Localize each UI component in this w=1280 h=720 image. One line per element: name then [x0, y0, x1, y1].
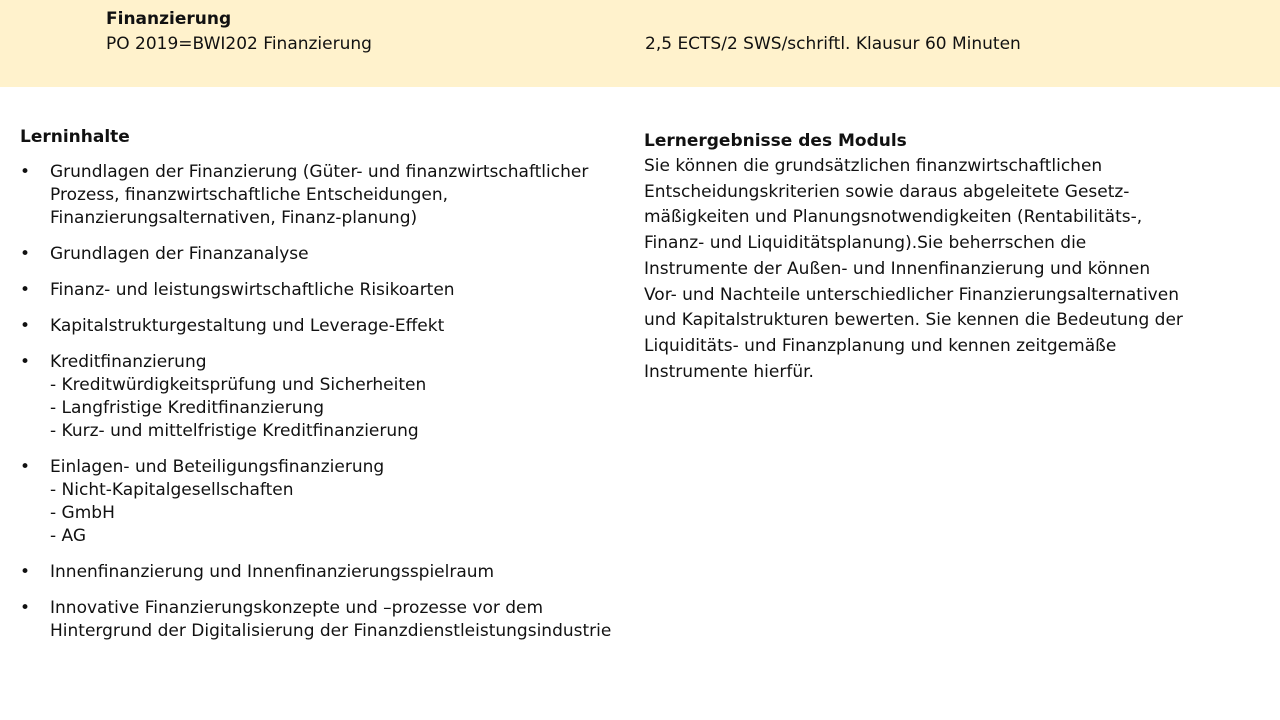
- learning-outcomes-heading: Lernergebnisse des Moduls: [644, 131, 907, 151]
- bullet-icon: •: [20, 598, 31, 618]
- bullet-icon: •: [20, 316, 31, 336]
- list-item: [20, 161, 620, 230]
- list-item: [20, 243, 620, 266]
- module-title: Finanzierung: [106, 9, 232, 29]
- learning-content-heading: Lerninhalte: [20, 127, 130, 147]
- learning-content-list: [20, 161, 620, 643]
- bullet-icon: •: [20, 352, 31, 372]
- module-code: PO 2019=BWI202 Finanzierung: [106, 34, 372, 54]
- list-item: [20, 351, 620, 443]
- header-banner: [0, 0, 1280, 87]
- list-item-text: Finanz- und leistungswirtschaftliche Risikoarten: [50, 280, 455, 300]
- list-item-text: Grundlagen der Finanzanalyse: [50, 244, 309, 264]
- list-item-text: Innovative Finanzierungskonzepte und –prozesse vor dem Hintergrund der Digitalisierung der Finanzdienstleistungsindustrie: [50, 598, 612, 641]
- bullet-icon: •: [20, 162, 31, 182]
- bullet-icon: •: [20, 562, 31, 582]
- list-item-text: Kapitalstrukturgestaltung und Leverage-Effekt: [50, 316, 445, 336]
- list-item: [20, 315, 620, 338]
- bullet-icon: •: [20, 244, 31, 264]
- list-item: [20, 561, 620, 584]
- learning-outcomes-text: Sie können die grundsätzlichen finanzwirtschaftlichen Entscheidungskriterien sowie daraus abgeleitete Gesetz- mäßigkeiten und Planungsnotwendigkeiten (Rentabilitäts-, Finanz- und Liquiditätsplanung).Sie beherrschen die Instrumente der Außen- und Innenfinanzierung und können Vor- und Nachteile unterschiedlicher Finanzierungsalternativen und Kapitalstrukturen bewerten. Sie kennen die Bedeutung der Liquiditäts- und Finanzplanung und kennen zeitgemäße Instrumente hierfür.: [644, 156, 1183, 382]
- list-item-text: Grundlagen der Finanzierung (Güter- und finanzwirtschaftlicher Prozess, finanzwirtschaftliche Entscheidungen, Finanzierungsalternativen, Finanz-planung): [50, 162, 589, 228]
- module-credits: 2,5 ECTS/2 SWS/schriftl. Klausur 60 Minuten: [645, 34, 1021, 54]
- list-item-text: Kreditfinanzierung - Kreditwürdigkeitsprüfung und Sicherheiten - Langfristige Kreditfinanzierung - Kurz- und mittelfristige Kreditfinanzierung: [50, 352, 427, 441]
- list-item: [20, 597, 620, 643]
- list-item: [20, 456, 620, 548]
- learning-content-section: [20, 126, 620, 656]
- learning-outcomes-section: [644, 129, 1204, 385]
- list-item: [20, 279, 620, 302]
- bullet-icon: •: [20, 280, 31, 300]
- bullet-icon: •: [20, 457, 31, 477]
- list-item-text: Innenfinanzierung und Innenfinanzierungsspielraum: [50, 562, 495, 582]
- list-item-text: Einlagen- und Beteiligungsfinanzierung - Nicht-Kapitalgesellschaften - GmbH - AG: [50, 457, 385, 546]
